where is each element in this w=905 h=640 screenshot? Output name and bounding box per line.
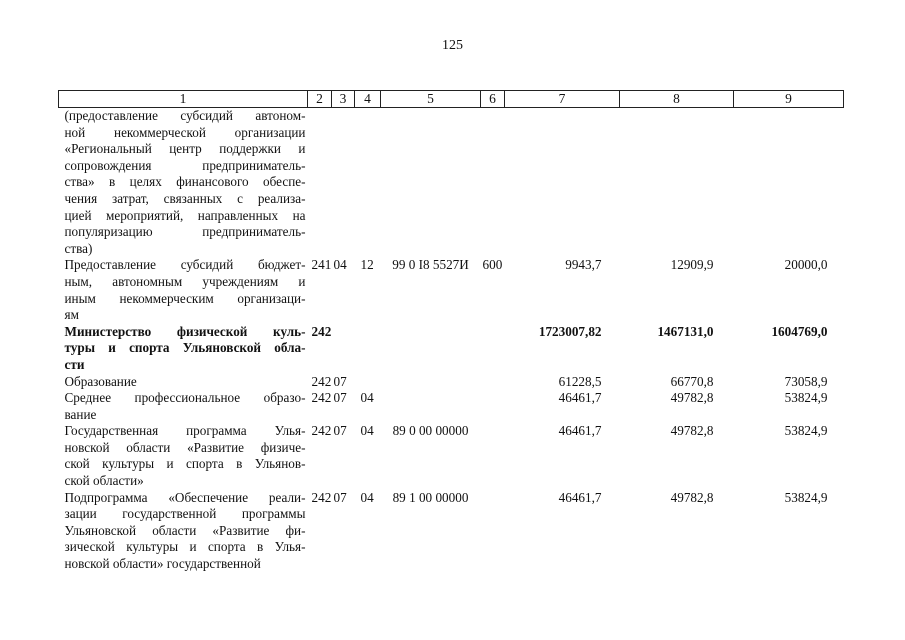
amount-year-1 (505, 108, 620, 258)
column-header: 1 (59, 91, 308, 108)
row-name-line: цией мероприятий, направленных на (64, 207, 306, 223)
expense-type-code (481, 423, 505, 489)
subsection-code (355, 324, 381, 374)
row-name-line: туры и спорта Ульяновской обла- (64, 340, 306, 356)
amount-year-3: 53824,9 (784, 489, 828, 505)
section-code: 07 (333, 423, 347, 439)
amount-year-2: 49782,8 (670, 390, 714, 406)
amount-year-3 (734, 108, 844, 258)
amount-year-2 (620, 108, 734, 258)
amount-year-2: 49782,8 (670, 489, 714, 505)
row-name-line: сти (64, 356, 85, 372)
row-name-line: ства) (64, 240, 93, 256)
row-name (59, 257, 308, 323)
row-name-line: вание (64, 406, 97, 422)
row-name-line: (предоставление субсидий автоном- (64, 108, 306, 123)
column-header: 4 (355, 91, 381, 108)
budget-table (58, 90, 844, 573)
table-row (59, 390, 844, 423)
column-header: 3 (332, 91, 355, 108)
row-name (59, 324, 308, 374)
amount-year-2: 66770,8 (670, 373, 714, 389)
subsection-code: 04 (360, 489, 374, 505)
row-name-line: ям (64, 307, 79, 323)
row-name-line: ной некоммерческой организации (64, 124, 306, 140)
expense-type-code (481, 374, 505, 391)
row-name-line: «Региональный центр поддержки и (64, 141, 306, 157)
table-row (59, 423, 844, 489)
subsection-code (355, 108, 381, 258)
row-name-line: Подпрограмма «Обеспечение реали- (64, 489, 306, 505)
table-row (59, 374, 844, 391)
grbs-code: 242 (311, 373, 332, 389)
section-code: 07 (333, 373, 347, 389)
table-row (59, 108, 844, 258)
amount-year-3: 20000,0 (784, 257, 828, 273)
row-name-line: новской области» государственной (64, 556, 261, 572)
expense-type-code (481, 324, 505, 374)
row-name-line: ской культуры и спорта в Ульянов- (64, 456, 306, 472)
section-code: 07 (333, 489, 347, 505)
row-name-line: ской области» (64, 473, 144, 489)
target-article-code (381, 324, 481, 374)
table-row (59, 257, 844, 323)
amount-year-1: 46461,7 (558, 489, 602, 505)
expense-type-code (481, 490, 505, 573)
subsection-code: 12 (360, 257, 374, 273)
subsection-code: 04 (360, 390, 374, 406)
row-name-line: зации государственной программы (64, 506, 306, 522)
row-name-line: Среднее профессиональное образо- (64, 390, 306, 406)
column-header: 2 (308, 91, 332, 108)
grbs-code: 242 (311, 423, 332, 439)
target-article-code: 99 0 I8 5527И (392, 257, 469, 273)
column-header: 5 (381, 91, 481, 108)
grbs-code: 242 (311, 489, 332, 505)
row-name-line: ным, автономным учреждениям и (64, 273, 306, 289)
amount-year-2: 12909,9 (670, 257, 714, 273)
row-name-line: Образование (64, 373, 137, 389)
row-name-line: Ульяновской области «Развитие фи- (64, 522, 306, 538)
target-article-code (381, 108, 481, 258)
row-name-line: чения затрат, связанных с реализа- (64, 190, 306, 206)
grbs-code: 241 (311, 257, 332, 273)
row-name (59, 108, 308, 258)
table-header-row (59, 91, 844, 108)
target-article-code (381, 374, 481, 391)
amount-year-3: 53824,9 (784, 423, 828, 439)
row-name (59, 490, 308, 573)
amount-year-1: 9943,7 (565, 257, 602, 273)
expense-type-code: 600 (482, 257, 503, 273)
amount-year-2: 49782,8 (670, 423, 714, 439)
column-header: 9 (734, 91, 844, 108)
row-name-line: новской области «Развитие физиче- (64, 439, 306, 455)
row-name-line: зической культуры и спорта в Улья- (64, 539, 306, 555)
expense-type-code (481, 390, 505, 423)
amount-year-1: 1723007,82 (538, 323, 602, 339)
grbs-code: 242 (311, 390, 332, 406)
grbs-code (308, 108, 332, 258)
column-header: 7 (505, 91, 620, 108)
section-code (332, 108, 355, 258)
target-article-code: 89 0 00 00000 (392, 423, 469, 439)
row-name (59, 423, 308, 489)
row-name-line: Предоставление субсидий бюджет- (64, 257, 306, 273)
grbs-code: 242 (311, 323, 332, 339)
row-name-line: иным некоммерческим организаци- (64, 290, 306, 306)
row-name-line: сопровождения предприниматель- (64, 157, 306, 173)
amount-year-1: 46461,7 (558, 390, 602, 406)
column-header: 6 (481, 91, 505, 108)
amount-year-1: 46461,7 (558, 423, 602, 439)
row-name-line: Государственная программа Улья- (64, 423, 306, 439)
row-name (59, 390, 308, 423)
row-name-line: Министерство физической куль- (64, 323, 306, 339)
target-article-code (381, 390, 481, 423)
subsection-code: 04 (360, 423, 374, 439)
target-article-code: 89 1 00 00000 (392, 489, 469, 505)
table-row (59, 324, 844, 374)
subsection-code (355, 374, 381, 391)
row-name-line: ства» в целях финансового обеспе- (64, 174, 306, 190)
page-number: 125 (442, 38, 463, 53)
section-code (332, 324, 355, 374)
expense-type-code (481, 108, 505, 258)
column-header: 8 (620, 91, 734, 108)
row-name-line: популяризацию предприниматель- (64, 224, 306, 240)
amount-year-3: 73058,9 (784, 373, 828, 389)
section-code: 07 (333, 390, 347, 406)
amount-year-3: 1604769,0 (771, 323, 828, 339)
amount-year-1: 61228,5 (558, 373, 602, 389)
row-name (59, 374, 308, 391)
amount-year-3: 53824,9 (784, 390, 828, 406)
table-row (59, 490, 844, 573)
amount-year-2: 1467131,0 (657, 323, 714, 339)
section-code: 04 (333, 257, 347, 273)
